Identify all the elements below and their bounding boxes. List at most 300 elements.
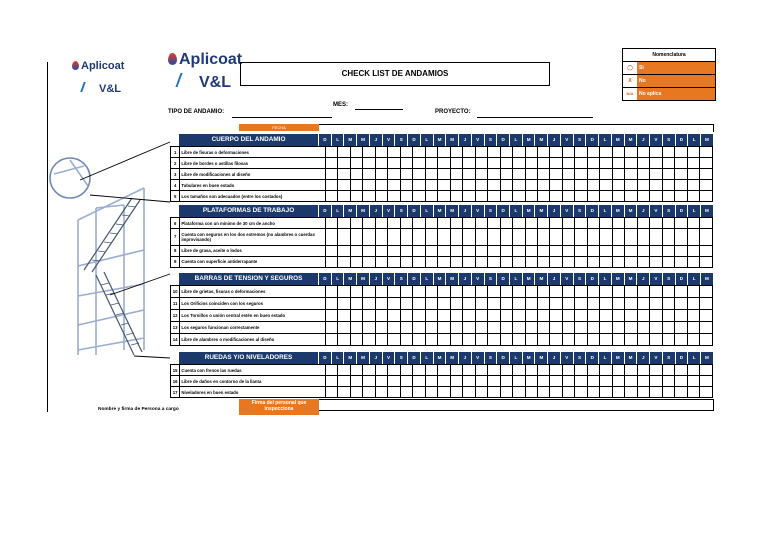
check-cell[interactable] <box>575 322 587 334</box>
check-cell[interactable] <box>488 245 500 256</box>
check-cell[interactable] <box>587 218 599 229</box>
check-cell[interactable] <box>425 365 437 376</box>
check-cell[interactable] <box>525 365 537 376</box>
check-cell[interactable] <box>400 256 412 267</box>
check-cell[interactable] <box>375 180 387 191</box>
check-cell[interactable] <box>612 191 624 202</box>
check-cell[interactable] <box>637 169 649 180</box>
check-cell[interactable] <box>350 322 362 334</box>
check-cell[interactable] <box>488 334 500 346</box>
check-cell[interactable] <box>500 387 512 398</box>
check-cell[interactable] <box>450 169 462 180</box>
check-cell[interactable] <box>338 158 350 169</box>
check-cell[interactable] <box>675 322 687 334</box>
check-cell[interactable] <box>662 158 674 169</box>
check-cell[interactable] <box>463 334 475 346</box>
check-cell[interactable] <box>550 334 562 346</box>
check-cell[interactable] <box>675 229 687 246</box>
check-cell[interactable] <box>500 147 512 158</box>
check-cell[interactable] <box>562 229 574 246</box>
check-cell[interactable] <box>413 169 425 180</box>
check-cell[interactable] <box>463 180 475 191</box>
check-cell[interactable] <box>637 322 649 334</box>
check-cell[interactable] <box>700 158 713 169</box>
check-cell[interactable] <box>575 229 587 246</box>
check-cell[interactable] <box>500 169 512 180</box>
check-cell[interactable] <box>637 229 649 246</box>
check-cell[interactable] <box>388 334 400 346</box>
check-cell[interactable] <box>475 158 487 169</box>
check-cell[interactable] <box>338 310 350 322</box>
check-cell[interactable] <box>675 158 687 169</box>
check-cell[interactable] <box>425 322 437 334</box>
check-cell[interactable] <box>338 286 350 298</box>
check-cell[interactable] <box>587 365 599 376</box>
check-cell[interactable] <box>687 245 699 256</box>
check-cell[interactable] <box>338 256 350 267</box>
check-cell[interactable] <box>600 310 612 322</box>
check-cell[interactable] <box>413 158 425 169</box>
check-cell[interactable] <box>637 376 649 387</box>
check-cell[interactable] <box>438 218 450 229</box>
check-cell[interactable] <box>612 387 624 398</box>
check-cell[interactable] <box>338 322 350 334</box>
check-cell[interactable] <box>575 256 587 267</box>
check-cell[interactable] <box>650 310 662 322</box>
check-cell[interactable] <box>413 365 425 376</box>
check-cell[interactable] <box>675 245 687 256</box>
check-cell[interactable] <box>350 158 362 169</box>
check-cell[interactable] <box>463 376 475 387</box>
check-cell[interactable] <box>463 387 475 398</box>
check-cell[interactable] <box>326 158 338 169</box>
check-cell[interactable] <box>450 218 462 229</box>
check-cell[interactable] <box>575 334 587 346</box>
check-cell[interactable] <box>488 322 500 334</box>
check-cell[interactable] <box>400 298 412 310</box>
check-cell[interactable] <box>500 180 512 191</box>
check-cell[interactable] <box>575 298 587 310</box>
check-cell[interactable] <box>475 169 487 180</box>
check-cell[interactable] <box>687 310 699 322</box>
check-cell[interactable] <box>600 169 612 180</box>
check-cell[interactable] <box>525 147 537 158</box>
check-cell[interactable] <box>662 218 674 229</box>
check-cell[interactable] <box>625 169 637 180</box>
check-cell[interactable] <box>438 310 450 322</box>
check-cell[interactable] <box>388 245 400 256</box>
check-cell[interactable] <box>400 191 412 202</box>
check-cell[interactable] <box>425 191 437 202</box>
check-cell[interactable] <box>550 322 562 334</box>
check-cell[interactable] <box>650 169 662 180</box>
check-cell[interactable] <box>625 158 637 169</box>
check-cell[interactable] <box>575 245 587 256</box>
check-cell[interactable] <box>350 218 362 229</box>
check-cell[interactable] <box>675 334 687 346</box>
check-cell[interactable] <box>350 180 362 191</box>
check-cell[interactable] <box>625 180 637 191</box>
check-cell[interactable] <box>525 322 537 334</box>
check-cell[interactable] <box>562 298 574 310</box>
check-cell[interactable] <box>550 191 562 202</box>
check-cell[interactable] <box>363 298 375 310</box>
check-cell[interactable] <box>488 256 500 267</box>
check-cell[interactable] <box>562 180 574 191</box>
check-cell[interactable] <box>475 180 487 191</box>
check-cell[interactable] <box>450 245 462 256</box>
check-cell[interactable] <box>600 334 612 346</box>
check-cell[interactable] <box>375 158 387 169</box>
check-cell[interactable] <box>587 376 599 387</box>
check-cell[interactable] <box>513 365 525 376</box>
check-cell[interactable] <box>700 245 713 256</box>
check-cell[interactable] <box>575 286 587 298</box>
check-cell[interactable] <box>338 180 350 191</box>
check-cell[interactable] <box>388 158 400 169</box>
check-cell[interactable] <box>425 298 437 310</box>
check-cell[interactable] <box>537 376 549 387</box>
check-cell[interactable] <box>587 229 599 246</box>
check-cell[interactable] <box>612 298 624 310</box>
check-cell[interactable] <box>425 147 437 158</box>
check-cell[interactable] <box>500 376 512 387</box>
check-cell[interactable] <box>662 256 674 267</box>
check-cell[interactable] <box>438 298 450 310</box>
check-cell[interactable] <box>612 158 624 169</box>
check-cell[interactable] <box>600 298 612 310</box>
check-cell[interactable] <box>388 229 400 246</box>
check-cell[interactable] <box>350 245 362 256</box>
check-cell[interactable] <box>326 245 338 256</box>
check-cell[interactable] <box>662 286 674 298</box>
check-cell[interactable] <box>687 387 699 398</box>
check-cell[interactable] <box>587 286 599 298</box>
check-cell[interactable] <box>438 229 450 246</box>
check-cell[interactable] <box>350 256 362 267</box>
check-cell[interactable] <box>687 365 699 376</box>
check-cell[interactable] <box>450 158 462 169</box>
check-cell[interactable] <box>488 365 500 376</box>
check-cell[interactable] <box>438 376 450 387</box>
check-cell[interactable] <box>662 191 674 202</box>
check-cell[interactable] <box>450 147 462 158</box>
check-cell[interactable] <box>388 218 400 229</box>
check-cell[interactable] <box>625 310 637 322</box>
check-cell[interactable] <box>488 286 500 298</box>
check-cell[interactable] <box>475 365 487 376</box>
check-cell[interactable] <box>425 256 437 267</box>
check-cell[interactable] <box>650 256 662 267</box>
check-cell[interactable] <box>637 218 649 229</box>
check-cell[interactable] <box>438 169 450 180</box>
check-cell[interactable] <box>675 218 687 229</box>
check-cell[interactable] <box>326 365 338 376</box>
check-cell[interactable] <box>500 191 512 202</box>
check-cell[interactable] <box>612 180 624 191</box>
check-cell[interactable] <box>438 322 450 334</box>
check-cell[interactable] <box>363 147 375 158</box>
check-cell[interactable] <box>488 158 500 169</box>
check-cell[interactable] <box>500 158 512 169</box>
check-cell[interactable] <box>438 365 450 376</box>
check-cell[interactable] <box>413 387 425 398</box>
check-cell[interactable] <box>687 322 699 334</box>
check-cell[interactable] <box>687 376 699 387</box>
check-cell[interactable] <box>326 286 338 298</box>
check-cell[interactable] <box>537 229 549 246</box>
check-cell[interactable] <box>675 286 687 298</box>
check-cell[interactable] <box>500 286 512 298</box>
check-cell[interactable] <box>425 387 437 398</box>
check-cell[interactable] <box>550 169 562 180</box>
check-cell[interactable] <box>425 158 437 169</box>
check-cell[interactable] <box>350 298 362 310</box>
check-cell[interactable] <box>575 147 587 158</box>
check-cell[interactable] <box>513 256 525 267</box>
check-cell[interactable] <box>438 286 450 298</box>
check-cell[interactable] <box>463 256 475 267</box>
check-cell[interactable] <box>500 229 512 246</box>
check-cell[interactable] <box>350 334 362 346</box>
check-cell[interactable] <box>525 245 537 256</box>
check-cell[interactable] <box>338 169 350 180</box>
check-cell[interactable] <box>326 191 338 202</box>
check-cell[interactable] <box>637 298 649 310</box>
check-cell[interactable] <box>450 191 462 202</box>
check-cell[interactable] <box>400 158 412 169</box>
check-cell[interactable] <box>562 245 574 256</box>
check-cell[interactable] <box>438 191 450 202</box>
check-cell[interactable] <box>338 387 350 398</box>
check-cell[interactable] <box>662 334 674 346</box>
check-cell[interactable] <box>513 158 525 169</box>
check-cell[interactable] <box>612 365 624 376</box>
check-cell[interactable] <box>463 169 475 180</box>
check-cell[interactable] <box>700 191 713 202</box>
check-cell[interactable] <box>513 218 525 229</box>
check-cell[interactable] <box>587 169 599 180</box>
check-cell[interactable] <box>637 147 649 158</box>
check-cell[interactable] <box>650 229 662 246</box>
check-cell[interactable] <box>438 334 450 346</box>
check-cell[interactable] <box>388 147 400 158</box>
check-cell[interactable] <box>662 322 674 334</box>
check-cell[interactable] <box>425 180 437 191</box>
check-cell[interactable] <box>475 147 487 158</box>
check-cell[interactable] <box>675 180 687 191</box>
check-cell[interactable] <box>700 334 713 346</box>
check-cell[interactable] <box>388 169 400 180</box>
check-cell[interactable] <box>350 310 362 322</box>
check-cell[interactable] <box>400 169 412 180</box>
check-cell[interactable] <box>575 169 587 180</box>
check-cell[interactable] <box>388 387 400 398</box>
mes-field[interactable] <box>355 108 403 110</box>
check-cell[interactable] <box>687 158 699 169</box>
check-cell[interactable] <box>687 147 699 158</box>
check-cell[interactable] <box>450 298 462 310</box>
check-cell[interactable] <box>550 365 562 376</box>
check-cell[interactable] <box>562 191 574 202</box>
check-cell[interactable] <box>488 387 500 398</box>
check-cell[interactable] <box>550 218 562 229</box>
check-cell[interactable] <box>513 376 525 387</box>
check-cell[interactable] <box>525 256 537 267</box>
check-cell[interactable] <box>500 218 512 229</box>
check-cell[interactable] <box>562 376 574 387</box>
check-cell[interactable] <box>463 365 475 376</box>
check-cell[interactable] <box>662 180 674 191</box>
check-cell[interactable] <box>488 169 500 180</box>
check-cell[interactable] <box>375 286 387 298</box>
check-cell[interactable] <box>413 191 425 202</box>
check-cell[interactable] <box>700 298 713 310</box>
check-cell[interactable] <box>326 334 338 346</box>
check-cell[interactable] <box>350 147 362 158</box>
check-cell[interactable] <box>675 191 687 202</box>
check-cell[interactable] <box>612 218 624 229</box>
check-cell[interactable] <box>513 191 525 202</box>
check-cell[interactable] <box>388 310 400 322</box>
check-cell[interactable] <box>562 334 574 346</box>
check-cell[interactable] <box>363 387 375 398</box>
check-cell[interactable] <box>338 218 350 229</box>
check-cell[interactable] <box>525 286 537 298</box>
check-cell[interactable] <box>400 180 412 191</box>
check-cell[interactable] <box>637 310 649 322</box>
check-cell[interactable] <box>413 147 425 158</box>
check-cell[interactable] <box>475 218 487 229</box>
check-cell[interactable] <box>363 169 375 180</box>
check-cell[interactable] <box>513 229 525 246</box>
check-cell[interactable] <box>625 322 637 334</box>
check-cell[interactable] <box>350 376 362 387</box>
check-cell[interactable] <box>400 229 412 246</box>
check-cell[interactable] <box>625 286 637 298</box>
check-cell[interactable] <box>326 376 338 387</box>
check-cell[interactable] <box>600 245 612 256</box>
check-cell[interactable] <box>350 286 362 298</box>
check-cell[interactable] <box>600 376 612 387</box>
check-cell[interactable] <box>525 387 537 398</box>
check-cell[interactable] <box>513 180 525 191</box>
check-cell[interactable] <box>700 376 713 387</box>
check-cell[interactable] <box>637 158 649 169</box>
check-cell[interactable] <box>326 218 338 229</box>
check-cell[interactable] <box>562 365 574 376</box>
check-cell[interactable] <box>700 387 713 398</box>
check-cell[interactable] <box>700 286 713 298</box>
check-cell[interactable] <box>650 286 662 298</box>
check-cell[interactable] <box>375 376 387 387</box>
check-cell[interactable] <box>650 245 662 256</box>
check-cell[interactable] <box>550 147 562 158</box>
check-cell[interactable] <box>475 387 487 398</box>
check-cell[interactable] <box>650 191 662 202</box>
check-cell[interactable] <box>463 158 475 169</box>
check-cell[interactable] <box>488 191 500 202</box>
check-cell[interactable] <box>400 334 412 346</box>
check-cell[interactable] <box>700 322 713 334</box>
check-cell[interactable] <box>625 191 637 202</box>
check-cell[interactable] <box>575 218 587 229</box>
check-cell[interactable] <box>600 218 612 229</box>
check-cell[interactable] <box>338 147 350 158</box>
check-cell[interactable] <box>687 191 699 202</box>
check-cell[interactable] <box>350 229 362 246</box>
check-cell[interactable] <box>687 169 699 180</box>
check-cell[interactable] <box>687 218 699 229</box>
check-cell[interactable] <box>438 180 450 191</box>
check-cell[interactable] <box>637 387 649 398</box>
check-cell[interactable] <box>600 180 612 191</box>
check-cell[interactable] <box>388 286 400 298</box>
check-cell[interactable] <box>463 310 475 322</box>
check-cell[interactable] <box>375 334 387 346</box>
check-cell[interactable] <box>575 376 587 387</box>
check-cell[interactable] <box>587 322 599 334</box>
check-cell[interactable] <box>363 245 375 256</box>
check-cell[interactable] <box>537 147 549 158</box>
check-cell[interactable] <box>637 180 649 191</box>
check-cell[interactable] <box>537 286 549 298</box>
check-cell[interactable] <box>413 286 425 298</box>
check-cell[interactable] <box>537 158 549 169</box>
check-cell[interactable] <box>375 387 387 398</box>
check-cell[interactable] <box>562 218 574 229</box>
check-cell[interactable] <box>700 365 713 376</box>
check-cell[interactable] <box>413 298 425 310</box>
check-cell[interactable] <box>500 322 512 334</box>
check-cell[interactable] <box>488 376 500 387</box>
check-cell[interactable] <box>687 229 699 246</box>
check-cell[interactable] <box>500 310 512 322</box>
check-cell[interactable] <box>700 229 713 246</box>
check-cell[interactable] <box>700 218 713 229</box>
check-cell[interactable] <box>537 245 549 256</box>
check-cell[interactable] <box>375 365 387 376</box>
check-cell[interactable] <box>662 169 674 180</box>
check-cell[interactable] <box>575 310 587 322</box>
check-cell[interactable] <box>375 256 387 267</box>
check-cell[interactable] <box>338 365 350 376</box>
check-cell[interactable] <box>388 376 400 387</box>
check-cell[interactable] <box>513 322 525 334</box>
check-cell[interactable] <box>612 245 624 256</box>
check-cell[interactable] <box>326 229 338 246</box>
check-cell[interactable] <box>700 180 713 191</box>
check-cell[interactable] <box>475 245 487 256</box>
check-cell[interactable] <box>625 256 637 267</box>
check-cell[interactable] <box>388 256 400 267</box>
check-cell[interactable] <box>475 298 487 310</box>
check-cell[interactable] <box>463 322 475 334</box>
check-cell[interactable] <box>612 286 624 298</box>
check-cell[interactable] <box>662 376 674 387</box>
check-cell[interactable] <box>326 310 338 322</box>
check-cell[interactable] <box>513 310 525 322</box>
check-cell[interactable] <box>687 334 699 346</box>
check-cell[interactable] <box>488 310 500 322</box>
check-cell[interactable] <box>700 147 713 158</box>
check-cell[interactable] <box>413 245 425 256</box>
check-cell[interactable] <box>625 376 637 387</box>
check-cell[interactable] <box>463 286 475 298</box>
check-cell[interactable] <box>662 147 674 158</box>
check-cell[interactable] <box>363 322 375 334</box>
check-cell[interactable] <box>650 334 662 346</box>
